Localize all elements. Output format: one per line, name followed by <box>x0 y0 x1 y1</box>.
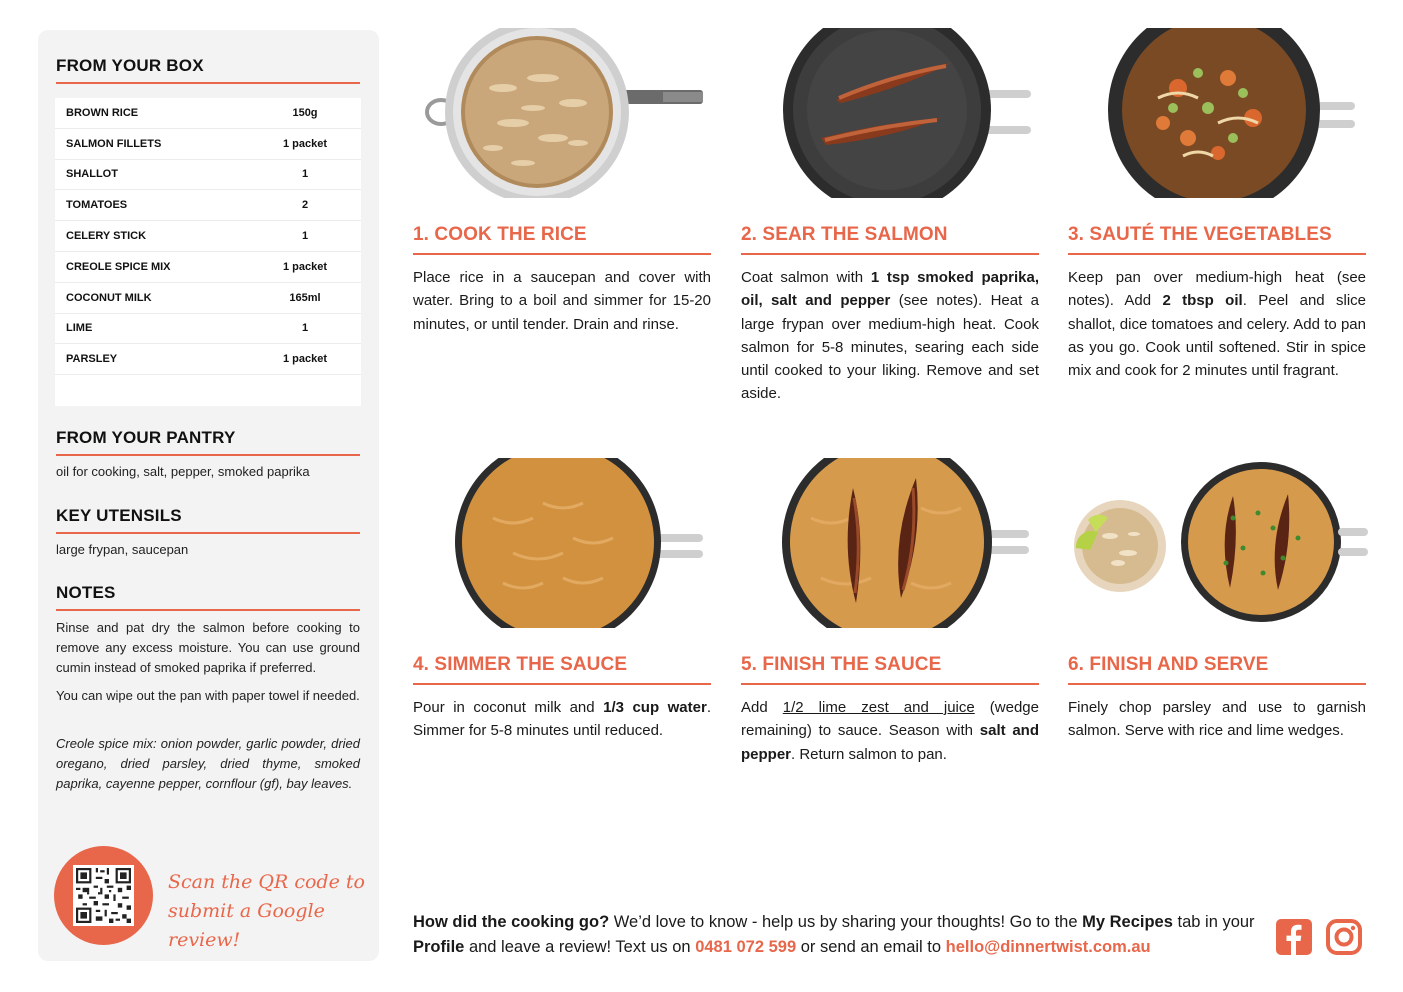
step-divider <box>1068 683 1366 685</box>
step-1-instructions <box>413 266 711 336</box>
text-run: Keep pan over medium-high heat (see notes). Add <box>1068 269 1366 310</box>
text-run: and leave a review! Text us on <box>464 938 696 956</box>
qr-code[interactable] <box>73 865 134 926</box>
emphasis-text: 1/3 cup water <box>603 699 707 716</box>
ingredient-row <box>55 221 361 252</box>
emphasis-text: salt and pepper <box>741 722 1040 763</box>
qr-caption-line: submit a Google review! <box>168 900 325 951</box>
ingredient-name: CREOLE SPICE MIX <box>66 260 171 273</box>
step-4-photo <box>413 458 713 628</box>
ingredient-row <box>55 283 361 314</box>
instagram-icon[interactable] <box>1325 918 1363 956</box>
ingredient-quantity: 1 <box>301 322 309 335</box>
emphasis-text: Profile <box>413 938 465 956</box>
ingredient-row <box>55 98 361 129</box>
text-run: . Return salmon to pan. <box>791 745 947 763</box>
ingredient-name: SALMON FILLETS <box>66 137 162 150</box>
text-run: Finely chop parsley and use to garnish salmon. Serve with rice and lime wedges. <box>1068 699 1366 740</box>
step-5-instructions <box>741 696 1039 766</box>
emphasis-text: My Recipes <box>1082 913 1173 931</box>
step-divider <box>1068 253 1366 255</box>
text-run: We’d love to know - help us by sharing your thoughts! Go to the <box>609 913 1083 931</box>
step-4-title: 4. SIMMER THE SAUCE <box>413 654 628 675</box>
note-spice-mix: Creole spice mix: onion powder, garlic powder, dried oregano, dried parsley, dried thyme, smoked paprika, cayenne pepper, cornflour (gf), bay leaves. <box>56 736 360 791</box>
step-5-photo <box>741 458 1041 628</box>
ingredient-quantity: 2 <box>301 199 309 212</box>
text-run: Pour in coconut milk and <box>413 699 604 716</box>
qr-code-badge[interactable] <box>54 846 153 945</box>
text-run: (see notes). Heat a large frypan over medium-high heat. Cook salmon for 5-8 minutes, searing each side until cooked to your liking. Remove and set aside. <box>741 292 1040 403</box>
text-run: (wedge remaining) to sauce. Season with <box>741 699 1039 740</box>
ingredient-name: COCONUT MILK <box>66 291 152 304</box>
ingredient-quantity: 165ml <box>289 291 321 304</box>
qr-caption-line: Scan the QR code to <box>168 871 365 893</box>
ingredient-quantity: 1 packet <box>282 137 328 150</box>
step-6-photo <box>1068 458 1368 628</box>
step-3-photo <box>1068 28 1368 198</box>
step-3-title: 3. SAUTÉ THE VEGETABLES <box>1068 224 1332 245</box>
facebook-icon[interactable] <box>1275 918 1313 956</box>
text-run: Place rice in a saucepan and cover with water. Bring to a boil and simmer for 15-20 minutes, or until tender. Drain and rinse. <box>413 269 711 333</box>
notes-title: NOTES <box>56 583 116 602</box>
key-utensils-title: KEY UTENSILS <box>56 506 182 525</box>
qr-caption <box>168 868 368 955</box>
qr-code-icon <box>76 868 131 923</box>
step-1-title: 1. COOK THE RICE <box>413 224 587 245</box>
ingredient-name: BROWN RICE <box>66 106 139 119</box>
text-run: or send an email to <box>796 938 946 956</box>
contact-link[interactable]: hello@dinnertwist.com.au <box>945 938 1151 956</box>
emphasis-text: How did the cooking go? <box>413 913 610 931</box>
step-3-instructions <box>1068 266 1366 382</box>
text-run: . Peel and slice shallot, dice tomatoes and celery. Add to pan as you go. Cook until softened. Stir in spice mix and cook for 2 minutes until fragrant. <box>1068 292 1366 380</box>
text-run: 1/2 lime zest and juice <box>782 699 975 716</box>
ingredients-sidebar <box>38 30 379 961</box>
step-2-photo <box>741 28 1041 198</box>
ingredient-row <box>55 190 361 221</box>
ingredient-row <box>55 252 361 283</box>
ingredient-name: TOMATOES <box>66 199 128 212</box>
ingredients-table <box>55 98 361 406</box>
step-divider <box>413 253 711 255</box>
step-4-instructions <box>413 696 711 743</box>
section-divider <box>56 454 360 456</box>
ingredient-name: PARSLEY <box>66 353 118 366</box>
contact-link[interactable]: 0481 072 599 <box>695 938 797 956</box>
text-run: . Simmer for 5-8 minutes until reduced. <box>413 699 711 740</box>
pantry-text: oil for cooking, salt, pepper, smoked paprika <box>56 464 310 479</box>
ingredient-quantity: 1 packet <box>282 260 328 273</box>
section-divider <box>56 82 360 84</box>
ingredient-quantity: 150g <box>292 106 318 119</box>
section-divider <box>56 609 360 611</box>
step-divider <box>741 683 1039 685</box>
text-run: Add <box>741 699 783 716</box>
utensils-text: large frypan, saucepan <box>56 542 189 557</box>
note-moisture: Rinse and pat dry the salmon before cooking to remove any excess moisture. You can use ground cumin instead of smoked paprika if preferred. <box>56 620 360 675</box>
text-run: Coat salmon with <box>741 269 871 286</box>
ingredient-quantity: 1 packet <box>282 353 328 366</box>
step-6-instructions <box>1068 696 1366 743</box>
ingredient-row <box>55 160 361 191</box>
step-divider <box>741 253 1039 255</box>
ingredient-row <box>55 314 361 345</box>
from-your-box-title: FROM YOUR BOX <box>56 56 204 75</box>
ingredient-quantity: 1 <box>301 230 309 243</box>
ingredient-name: SHALLOT <box>66 168 118 181</box>
step-6-title: 6. FINISH AND SERVE <box>1068 654 1269 675</box>
from-your-pantry-title: FROM YOUR PANTRY <box>56 428 236 447</box>
step-5-title: 5. FINISH THE SAUCE <box>741 654 942 675</box>
section-divider <box>56 532 360 534</box>
ingredient-name: CELERY STICK <box>66 230 147 243</box>
ingredient-row <box>55 344 361 375</box>
emphasis-text: 1 tsp smoked paprika, oil, salt and pepper <box>741 269 1039 310</box>
ingredient-name: LIME <box>66 322 93 335</box>
emphasis-text: 2 tbsp oil <box>1162 292 1243 310</box>
step-1-photo <box>413 28 713 198</box>
step-2-title: 2. SEAR THE SALMON <box>741 224 948 245</box>
ingredient-quantity: 1 <box>301 168 309 181</box>
ingredient-row <box>55 129 361 160</box>
note-wipe-pan: You can wipe out the pan with paper towel if needed. <box>56 688 360 703</box>
text-run: tab in your <box>1172 913 1255 931</box>
step-2-instructions <box>741 266 1039 406</box>
step-divider <box>413 683 711 685</box>
review-request-text <box>413 910 1263 960</box>
